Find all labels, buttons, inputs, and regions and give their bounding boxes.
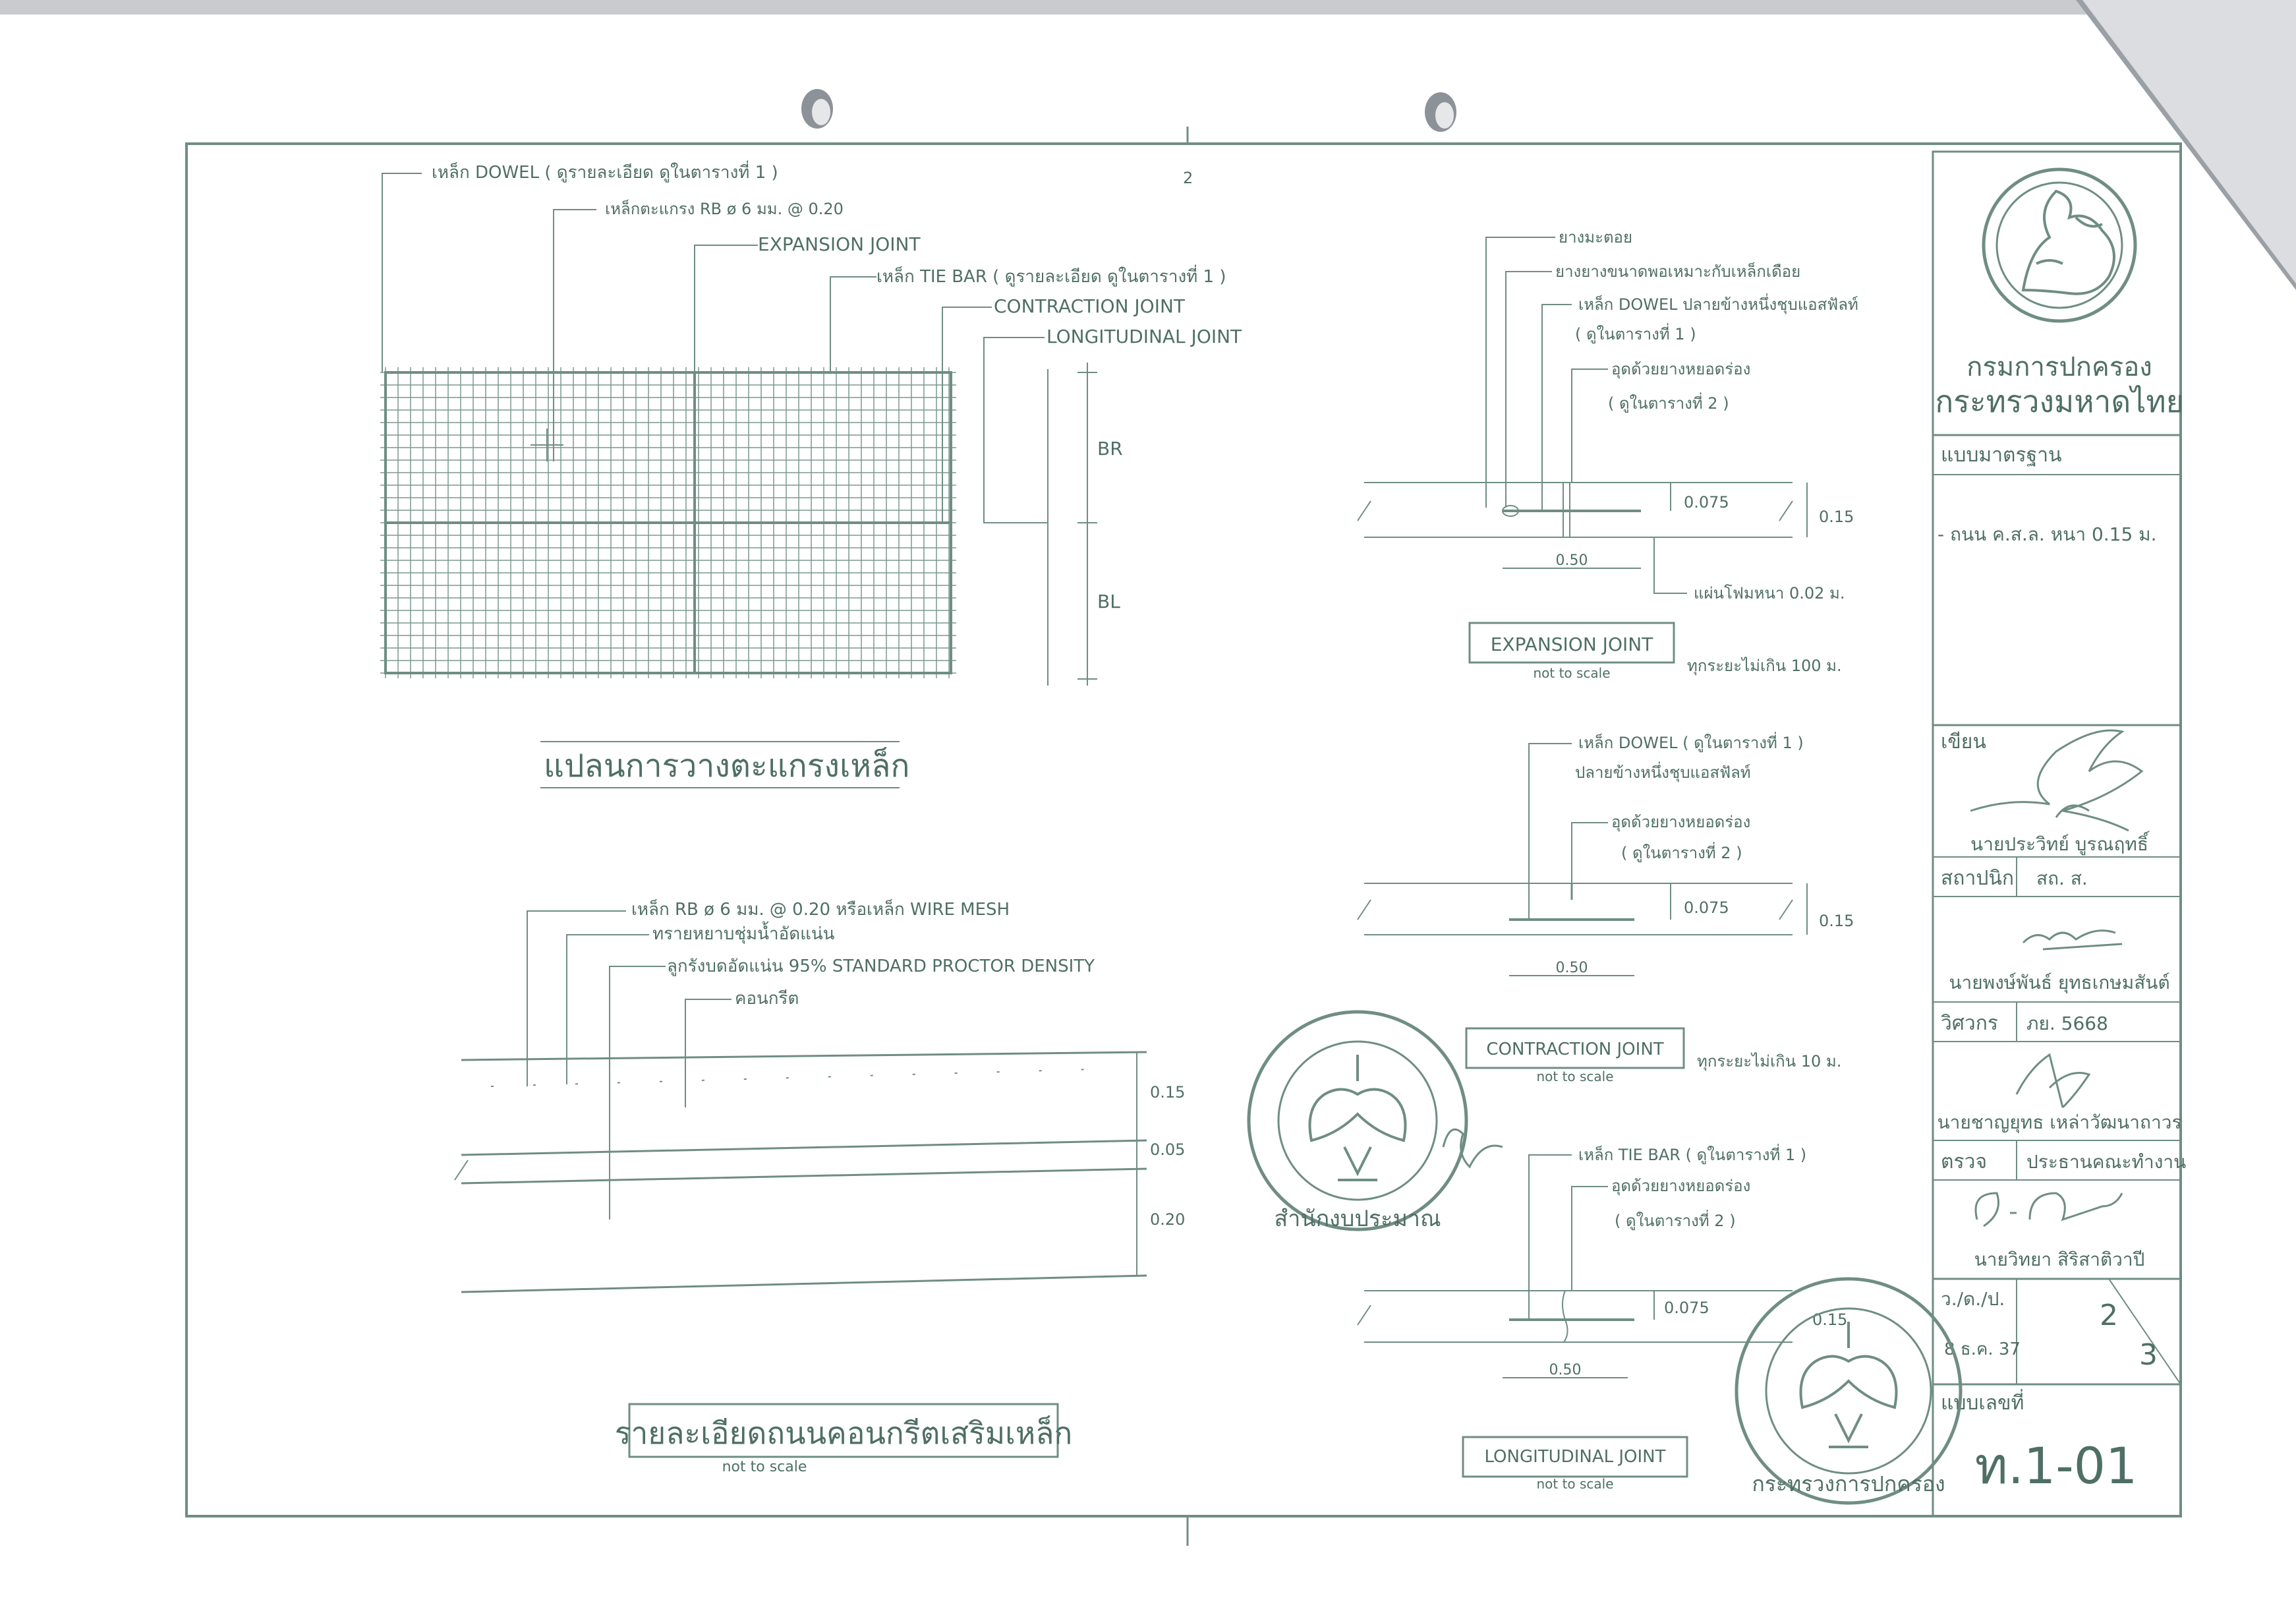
architect-name: นายพงษ์พันธ์ ยุทธเกษมสันต์ bbox=[1949, 972, 2170, 993]
checked-by-label: ตรวจ bbox=[1941, 1150, 1988, 1173]
dim-section-sand: 0.05 bbox=[1150, 1140, 1186, 1159]
engineer-name: นายชาญยุทธ เหล่าวัฒนาถาวร bbox=[1937, 1111, 2182, 1133]
label-lon-tiebar: เหล็ก TIE BAR ( ดูในตารางที่ 1 ) bbox=[1578, 1146, 1807, 1164]
architect-value: สถ. ส. bbox=[2036, 868, 2088, 889]
label-exp-filler-ref: ( ดูในตารางที่ 2 ) bbox=[1608, 394, 1729, 413]
stamp-ministry-text: กระทรวงการปกครอง bbox=[1752, 1471, 1945, 1496]
label-exp-seal: ยางมะตอย bbox=[1559, 228, 1633, 247]
binder-hole-right-inner bbox=[1435, 102, 1454, 129]
lon-scale: not to scale bbox=[1536, 1476, 1614, 1492]
drawn-by-name: นายประวิทย์ บูรณฤทธิ์ bbox=[1970, 833, 2148, 855]
con-dim-050: 0.50 bbox=[1555, 960, 1588, 976]
label-plan-longitudinal: LONGITUDINAL JOINT bbox=[1047, 326, 1242, 347]
lon-dim-015: 0.15 bbox=[1812, 1310, 1848, 1329]
drawing-number-label: แบบเลขที่ bbox=[1941, 1392, 2024, 1415]
label-exp-rubber: ยางยางขนาดพอเหมาะกับเหล็กเดือย bbox=[1555, 262, 1801, 281]
dim-br: BR bbox=[1097, 438, 1123, 459]
label-con-dowel-note: ปลายข้างหนึ่งชุบแอสฟัลท์ bbox=[1575, 763, 1751, 782]
checked-by-name: นายวิทยา สิริสาติวาปี bbox=[1974, 1249, 2145, 1270]
label-lon-filler: อุดด้วยยางหยอดร่อง bbox=[1611, 1177, 1751, 1195]
drawing-number: ท.1-01 bbox=[1974, 1436, 2138, 1495]
label-plan-dowel: เหล็ก DOWEL ( ดูรายละเอียด ดูในตารางที่ 1 ) bbox=[432, 163, 778, 183]
engineer-value: ภย. 5668 bbox=[2026, 1013, 2108, 1034]
drawn-by-label: เขียน bbox=[1941, 730, 1986, 753]
con-dim-015: 0.15 bbox=[1819, 912, 1854, 930]
label-con-filler: อุดด้วยยางหยอดร่อง bbox=[1611, 813, 1751, 831]
label-section-concrete: คอนกรีต bbox=[735, 989, 799, 1009]
con-scale: not to scale bbox=[1536, 1069, 1614, 1084]
lon-dim-050: 0.50 bbox=[1549, 1362, 1582, 1378]
label-lon-filler-ref: ( ดูในตารางที่ 2 ) bbox=[1615, 1212, 1736, 1230]
con-spacing: ทุกระยะไม่เกิน 10 ม. bbox=[1697, 1052, 1842, 1071]
section-title: รายละเอียดถนนคอนกรีตเสริมเหล็ก bbox=[614, 1415, 1073, 1451]
sheet-total: 3 bbox=[2139, 1338, 2158, 1372]
org-name-ministry: กระทรวงมหาดไทย bbox=[1935, 384, 2184, 419]
exp-dim-015: 0.15 bbox=[1819, 508, 1854, 526]
date-label: ว./ด./ป. bbox=[1941, 1288, 2005, 1310]
label-section-sand: ทรายหยาบชุ่มน้ำอัดแน่น bbox=[652, 924, 835, 944]
sheet-number: 2 bbox=[2100, 1299, 2118, 1332]
exp-dim-0075: 0.075 bbox=[1684, 493, 1729, 512]
label-con-dowel: เหล็ก DOWEL ( ดูในตารางที่ 1 ) bbox=[1578, 734, 1804, 752]
dim-section-slab: 0.15 bbox=[1150, 1083, 1186, 1102]
checked-by-value: ประธานคณะทำงาน bbox=[2026, 1151, 2187, 1173]
architect-label: สถาปนิก bbox=[1941, 867, 2015, 890]
label-exp-foam: แผ่นโฟมหนา 0.02 ม. bbox=[1694, 584, 1845, 603]
con-dim-0075: 0.075 bbox=[1684, 898, 1729, 917]
label-section-rebar: เหล็ก RB ø 6 มม. @ 0.20 หรือเหล็ก WIRE MESH bbox=[631, 900, 1010, 920]
label-con-filler-ref: ( ดูในตารางที่ 2 ) bbox=[1621, 844, 1742, 862]
lon-title: LONGITUDINAL JOINT bbox=[1484, 1447, 1666, 1467]
label-plan-mesh: เหล็กตะแกรง RB ø 6 มม. @ 0.20 bbox=[605, 200, 844, 218]
binder-hole-left-inner bbox=[812, 99, 830, 125]
label-plan-expansion: EXPANSION JOINT bbox=[758, 233, 921, 255]
date-value: 8 ธ.ค. 37 bbox=[1944, 1339, 2021, 1359]
plan-title: แปลนการวางตะแกรงเหล็ก bbox=[544, 748, 910, 784]
section-scale: not to scale bbox=[722, 1459, 807, 1475]
label-exp-dowel: เหล็ก DOWEL ปลายข้างหนึ่งชุบแอสฟัลท์ bbox=[1578, 295, 1858, 314]
stamp-budget-bureau-text: สำนักงบประมาณ bbox=[1274, 1206, 1441, 1232]
dim-bl: BL bbox=[1097, 591, 1120, 612]
exp-dim-050: 0.50 bbox=[1555, 552, 1588, 569]
dim-section-subgrade: 0.20 bbox=[1150, 1210, 1186, 1229]
engineer-label: วิศวกร bbox=[1941, 1012, 1999, 1035]
label-section-subgrade: ลูกรังบดอัดแน่น 95% STANDARD PROCTOR DENSITY bbox=[667, 957, 1095, 976]
label-plan-contraction: CONTRACTION JOINT bbox=[994, 295, 1186, 317]
exp-spacing: ทุกระยะไม่เกิน 100 ม. bbox=[1687, 657, 1842, 675]
standard-drawing-label: แบบมาตรฐาน bbox=[1941, 444, 2062, 467]
con-title: CONTRACTION JOINT bbox=[1486, 1040, 1664, 1059]
scan-top-edge bbox=[0, 0, 2296, 15]
lon-dim-0075: 0.075 bbox=[1664, 1299, 1709, 1317]
sheet-number-top: 2 bbox=[1183, 169, 1193, 187]
org-name-department: กรมการปกครอง bbox=[1966, 352, 2152, 382]
exp-scale: not to scale bbox=[1533, 665, 1611, 681]
label-exp-dowel-ref: ( ดูในตารางที่ 1 ) bbox=[1575, 325, 1696, 343]
exp-title: EXPANSION JOINT bbox=[1490, 633, 1653, 655]
drawing-description: - ถนน ค.ส.ล. หนา 0.15 ม. bbox=[1937, 523, 2157, 545]
label-plan-tiebar: เหล็ก TIE BAR ( ดูรายละเอียด ดูในตารางที่ 1 ) bbox=[876, 267, 1226, 287]
label-exp-filler: อุดด้วยยางหยอดร่อง bbox=[1611, 360, 1751, 378]
